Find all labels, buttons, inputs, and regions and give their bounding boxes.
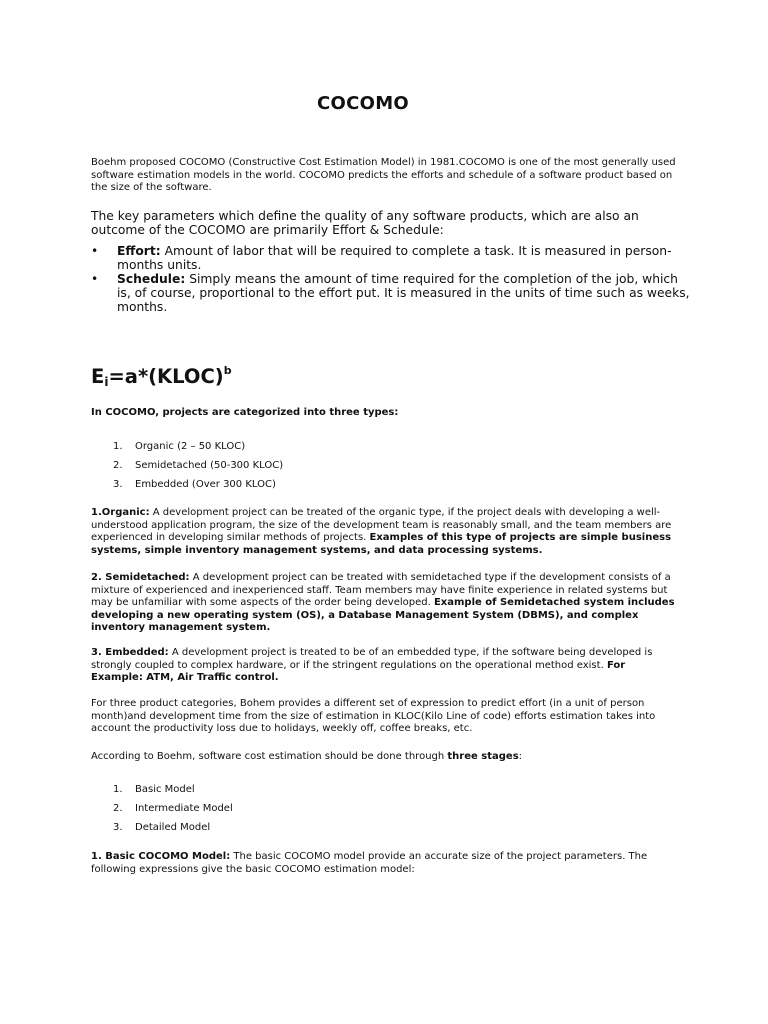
types-heading: In COCOMO, projects are categorized into three types: — [91, 407, 399, 418]
embedded-examples: For Example: ATM, Air Traffic control. — [91, 659, 626, 684]
list-item — [113, 784, 195, 797]
list-item — [113, 441, 245, 454]
bullet-marker: • — [91, 272, 99, 286]
bullet-marker: • — [91, 244, 99, 258]
project-types-list — [113, 441, 413, 501]
list-number: 1. — [113, 784, 123, 795]
list-item — [113, 822, 210, 835]
bullet-term: Schedule: — [117, 272, 186, 286]
page-title: COCOMO — [316, 93, 410, 114]
bullet-term: Effort: — [117, 244, 161, 258]
embedded-text: A development project is treated to be of an embedded type, if the software being developed is strongly coupled to complex hardware, or if the stringent regulations on the operational method exist. — [91, 647, 653, 671]
intro-paragraph: Boehm proposed COCOMO (Constructive Cost Estimation Model) in 1981.COCOMO is one of the most generally used software estimation models in the world. COCOMO predicts the efforts and schedule of a software product based on the size of the software. — [91, 157, 676, 194]
bullet-item-schedule — [91, 272, 691, 314]
organic-paragraph — [91, 507, 679, 557]
bullet-item-effort — [91, 244, 691, 272]
semidetached-paragraph — [91, 572, 679, 635]
formula-subscript: i — [104, 375, 109, 389]
list-number: 2. — [113, 460, 123, 471]
list-label: Detailed Model — [135, 822, 211, 833]
model-stages-list — [113, 784, 413, 844]
embedded-paragraph — [91, 647, 671, 685]
basic-model-text: The basic COCOMO model provide an accurate size of the project parameters. The following expressions give the basic COCOMO estimation model: — [91, 851, 648, 875]
key-parameters-paragraph: The key parameters which define the quality of any software products, which are also an outcome of the COCOMO are primarily Effort & Schedule: — [91, 209, 639, 237]
list-item — [113, 803, 233, 816]
list-number: 1. — [113, 441, 123, 452]
bullet-text: Amount of labor that will be required to complete a task. It is measured in person-months units. — [117, 244, 672, 272]
list-label: Embedded (Over 300 KLOC) — [135, 479, 276, 490]
list-number: 3. — [113, 822, 123, 833]
embedded-term: 3. Embedded: — [91, 647, 169, 658]
effort-formula — [91, 364, 232, 389]
list-number: 2. — [113, 803, 123, 814]
stages-text: According to Boehm, software cost estimation should be done through — [91, 751, 448, 762]
semidetached-term: 2. Semidetached: — [91, 572, 190, 583]
semidetached-examples: Example of Semidetached system includes developing a new operating system (OS), a Database Management System (DBMS), and complex inventory management system. — [91, 597, 675, 634]
stages-paragraph — [91, 751, 691, 764]
formula-superscript: b — [223, 364, 232, 377]
stages-tail: : — [518, 751, 523, 762]
list-label: Semidetached (50-300 KLOC) — [135, 460, 284, 471]
list-item — [113, 479, 276, 492]
bohem-paragraph: For three product categories, Bohem provides a different set of expression to predict effort (in a unit of person month)and development time from the size of estimation in KLOC(Kilo Line of code) efforts estimation takes into account the productivity loss due to holidays, weekly off, coffee breaks, etc. — [91, 698, 656, 735]
organic-examples: Examples of this type of projects are simple business systems, simple inventory management systems, and data processing systems. — [91, 532, 672, 556]
list-label: Organic (2 – 50 KLOC) — [135, 441, 246, 452]
semidetached-text: A development project can be treated with semidetached type if the development consists of a mixture of experienced and inexperienced staff. Team members may have finite experience in related systems but may be unfamiliar with some aspects of the order being developed. — [91, 572, 671, 609]
basic-model-paragraph — [91, 851, 681, 876]
organic-term: 1.Organic: — [91, 507, 150, 518]
formula-body: =a*(KLOC) — [108, 365, 224, 388]
parameters-bullet-list — [91, 244, 691, 314]
list-label: Intermediate Model — [135, 803, 233, 814]
list-item — [113, 460, 283, 473]
list-number: 3. — [113, 479, 123, 490]
basic-model-term: 1. Basic COCOMO Model: — [91, 851, 231, 862]
list-label: Basic Model — [135, 784, 195, 795]
stages-bold: three stages — [447, 751, 519, 762]
formula-base: E — [91, 365, 105, 388]
organic-text: A development project can be treated of the organic type, if the project deals with developing a well-understood application program, the size of the development team is reasonably small, and the team members are experienced in developing similar methods of projects. — [91, 507, 672, 544]
bullet-text: Simply means the amount of time required for the completion of the job, which is, of course, proportional to the effort put. It is measured in the units of time such as weeks, months. — [117, 272, 690, 314]
